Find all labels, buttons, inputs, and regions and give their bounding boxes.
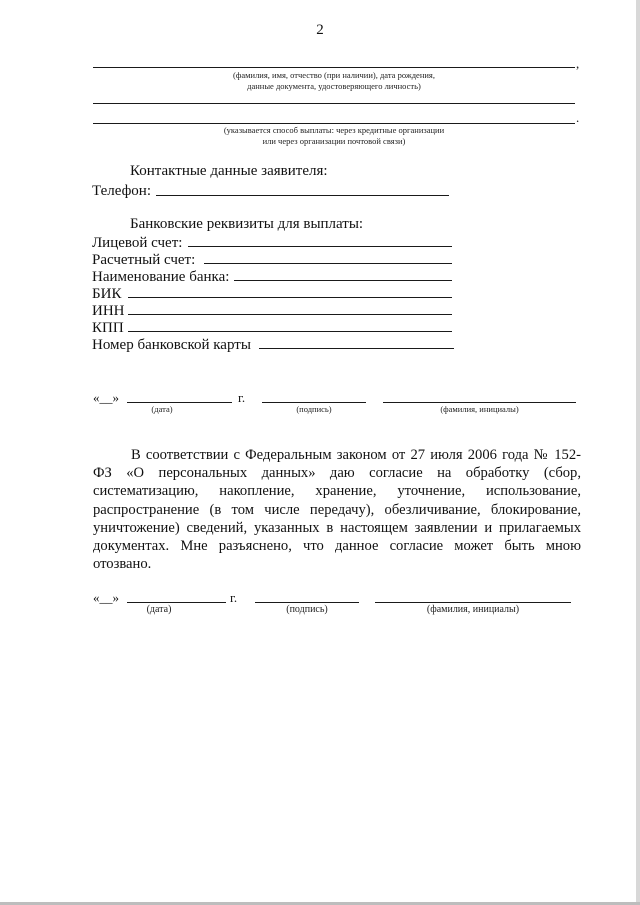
contacts-heading: Контактные данные заявителя: (130, 163, 328, 179)
full-name-line-1[interactable] (383, 402, 576, 403)
signature-line-2[interactable] (255, 602, 359, 603)
payment-method-caption-line2: или через организации почтовой связи) (262, 136, 406, 146)
scan-edge-right (636, 0, 640, 905)
bank-name-line[interactable] (234, 280, 452, 281)
full-name-line-2[interactable] (375, 602, 571, 603)
date-line-1[interactable] (127, 402, 232, 403)
account-number-label: Лицевой счет: (92, 235, 183, 251)
date-line-2[interactable] (127, 602, 226, 603)
kpp-label: КПП (92, 320, 124, 336)
payment-method-line-1[interactable] (93, 103, 575, 104)
settlement-account-line[interactable] (204, 263, 452, 264)
applicant-name-caption-line2: данные документа, удостоверяющего личность) (247, 81, 421, 91)
bank-card-line[interactable] (259, 348, 454, 349)
bik-line[interactable] (128, 297, 452, 298)
payment-method-line-2[interactable] (93, 123, 575, 124)
date-quotes-1: «__» (93, 390, 119, 405)
bank-name-label: Наименование банка: (92, 269, 230, 285)
payment-method-caption (93, 125, 575, 147)
consent-paragraph: В соответствии с Федеральным законом от 27 июля 2006 года № 152-ФЗ «О персональных данных» даю согласие на обработку (сбор, систематизацию, накопление, хранение, уточнение, использование, распространение (в том числе передачу), обезличивание, блокирование, уничтожение) сведений, указанных в настоящем заявлении и прилагаемых документах. Мне разъяснено, что данное согласие может быть мною отозвано. (93, 447, 581, 573)
year-suffix-1: г. (238, 390, 246, 405)
phone-input-line[interactable] (156, 195, 449, 196)
date-quotes-2: «__» (93, 590, 119, 605)
name-line-comma: , (576, 56, 580, 71)
applicant-name-caption-line1: (фамилия, имя, отчество (при наличии), дата рождения, (233, 70, 435, 80)
kpp-line[interactable] (128, 331, 452, 332)
applicant-name-line[interactable] (93, 67, 575, 68)
bank-heading: Банковские реквизиты для выплаты: (130, 216, 364, 232)
bik-label: БИК (92, 286, 122, 302)
inn-label: ИНН (92, 303, 125, 319)
phone-label: Телефон: (92, 183, 151, 199)
date-caption-2: (дата) (146, 604, 172, 615)
payment-line-period: . (576, 110, 580, 125)
settlement-account-label: Расчетный счет: (92, 252, 196, 268)
signature-line-1[interactable] (262, 402, 366, 403)
bank-card-label: Номер банковской карты (92, 337, 251, 353)
date-caption-1: (дата) (151, 404, 173, 414)
account-number-line[interactable] (188, 246, 452, 247)
inn-line[interactable] (128, 314, 452, 315)
full-name-caption-1: (фамилия, инициалы) (440, 404, 519, 414)
page-number: 2 (316, 22, 324, 38)
applicant-name-caption (93, 70, 575, 92)
signature-caption-2: (подпись) (286, 604, 328, 615)
full-name-caption-2: (фамилия, инициалы) (426, 604, 520, 615)
signature-caption-1: (подпись) (296, 404, 332, 414)
payment-method-caption-line1: (указывается способ выплаты: через кредитные организации (223, 125, 445, 135)
year-suffix-2: г. (230, 590, 238, 605)
